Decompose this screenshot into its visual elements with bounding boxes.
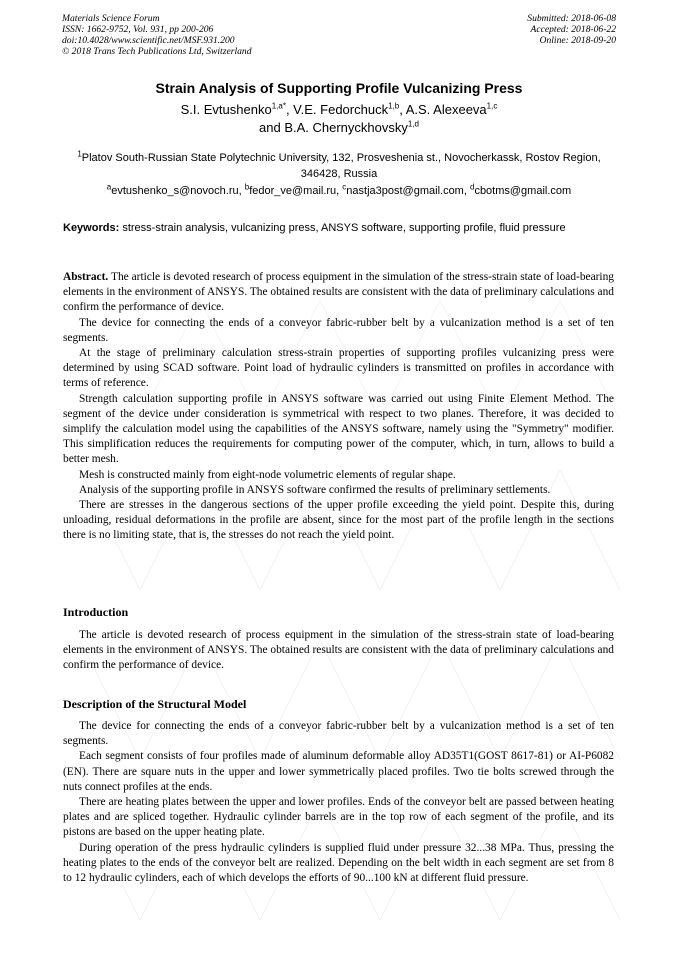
abstract-paragraph: Analysis of the supporting profile in ANSYS software confirmed the results of preliminary settlements.: [79, 483, 551, 496]
online-date: Online: 2018-09-20: [539, 35, 616, 46]
email-address: evtushenko_s@novoch.ru: [111, 185, 239, 197]
author-name: V.E. Fedorchuck: [293, 102, 389, 117]
abstract-paragraph: At the stage of preliminary calculation stress-strain properties of supporting profiles vulcanizing press were determined by using SCAD software. Point load of hydraulic cylinders is transmitted on profiles in accordance with terms of reference.: [63, 347, 614, 390]
email-address: nastja3post@gmail.com: [346, 185, 464, 197]
author-affil-marker: 1,a*: [271, 101, 286, 111]
affiliation-marker: 1: [77, 149, 82, 159]
issn-line: ISSN: 1662-9752, Vol. 931, pp 200-206: [62, 24, 214, 35]
body-paragraph: The device for connecting the ends of a conveyor fabric-rubber belt by a vulcanization method is a set of ten segments.: [63, 720, 614, 748]
author-conjunction: and: [259, 120, 281, 135]
keywords: [63, 221, 614, 235]
body-paragraph: There are heating plates between the upper and lower profiles. Ends of the conveyor belt are passed between heating plates and are spliced together. Hydraulic cylinder barrels are in the top row of each segment of the profile, and its pistons are based on the upper heating plate.: [63, 796, 614, 839]
abstract-paragraph: [63, 270, 614, 316]
email-marker: c: [342, 182, 347, 192]
keywords-label: Keywords:: [63, 222, 120, 234]
copyright-line: © 2018 Trans Tech Publications Ltd, Switzerland: [62, 46, 252, 57]
doi-line: doi:10.4028/www.scientific.net/MSF.931.200: [62, 35, 235, 46]
submitted-date: Submitted: 2018-06-08: [527, 13, 616, 24]
email-marker: b: [244, 182, 250, 192]
author-name: S.I. Evtushenko: [180, 102, 272, 117]
author-name: B.A. Chernyckhovsky: [284, 120, 408, 135]
section-heading: Description of the Structural Model: [63, 697, 247, 711]
email-address: cbotms@gmail.com: [474, 185, 572, 197]
email-address: fedor_ve@mail.ru: [249, 185, 337, 197]
author-emails: $^a$evtushenko_s@novoch.ru, $^b$fedor_ve@mail.ru, $^c$nastja3post@gmail.com, $^d$cbotms@gmail.com: [106, 182, 572, 197]
abstract-paragraph: There are stresses in the dangerous sections of the upper profile exceeding the yield point. Despite this, during unloading, residual deformations in the profile are absent, since for the most part of the profile length in the sections there is no limiting state, that is, the stresses do not reach the yield point.: [63, 499, 614, 542]
body-paragraph: Each segment consists of four profiles made of aluminum deformable alloy AD35T1(GOST 8617-81) or AI-P6082 (EN). There are square nuts in the upper and lower symmetrically placed profiles. Two tie bolts screwed through the nuts connect profiles at the ends.: [63, 750, 614, 793]
journal-name: Materials Science Forum: [62, 13, 160, 24]
abstract-text: The article is devoted research of process equipment in the simulation of the stress-strain state of load-bearing elements in the environment of ANSYS. The obtained results are consistent with the data of preliminary calculations and confirm the performance of device.: [63, 271, 614, 314]
abstract-paragraph: Mesh is constructed mainly from eight-node volumetric elements of regular shape.: [79, 468, 456, 481]
paper-title: Strain Analysis of Supporting Profile Vulcanizing Press: [155, 80, 523, 96]
introduction-section: [63, 628, 614, 674]
structural-model-section: [63, 719, 614, 886]
accepted-date: Accepted: 2018-06-22: [530, 24, 616, 35]
section-heading: Introduction: [63, 605, 129, 619]
submission-dates: [527, 13, 616, 46]
affiliation: [60, 150, 618, 182]
abstract: [63, 270, 614, 544]
author-affil-marker: 1,c: [486, 101, 498, 111]
journal-info: [62, 13, 252, 57]
abstract-paragraph: Strength calculation supporting profile in ANSYS software was carried out using Finite Element Method. The segment of the device under consideration is symmetrical with respect to two planes. Therefore, it was decided to simplify the calculation model using the capabilities of the ANSYS software, namely using the "Symmetry" modifier. This simplification reduces the requirements for computing power of the computer, which, in turn, allows to build a better mesh.: [63, 392, 614, 466]
keywords-text: stress-strain analysis, vulcanizing press, ANSYS software, supporting profile, fluid pressure: [122, 222, 566, 234]
author-affil-marker: 1,d: [407, 119, 419, 129]
email-marker: d: [469, 182, 475, 192]
affiliation-text: Platov South-Russian State Polytechnic University, 132, Prosveshenia st., Novocherkassk, Rostov Region, 346428, Russia: [81, 152, 601, 180]
author-list: S.I. Evtushenko$^{1,a*}$, V.E. Fedorchuck$^{1,b}$, A.S. Alexeeva$^{1,c}$ and B.A. Chernyckhovsky$^{1,d}$: [180, 101, 498, 135]
author-name: A.S. Alexeeva: [405, 102, 487, 117]
email-marker: a: [106, 182, 112, 192]
abstract-label: Abstract.: [63, 271, 109, 283]
abstract-paragraph: The device for connecting the ends of a conveyor fabric-rubber belt by a vulcanization method is a set of ten segments.: [63, 316, 614, 344]
body-paragraph: During operation of the press hydraulic cylinders is supplied fluid under pressure 32...38 MPa. Thus, pressing the heating plates to the ends of the conveyor belt are realized. Depending on the belt width in each segment are set from 8 to 12 hydraulic cylinders, each of which develops the efforts of 90...100 kN at different fluid pressure.: [63, 841, 614, 885]
body-paragraph: The article is devoted research of process equipment in the simulation of the stress-strain state of load-bearing elements in the environment of ANSYS. The obtained results are consistent with the data of preliminary calculations and confirm the performance of device.: [63, 629, 614, 672]
author-affil-marker: 1,b: [388, 101, 400, 111]
